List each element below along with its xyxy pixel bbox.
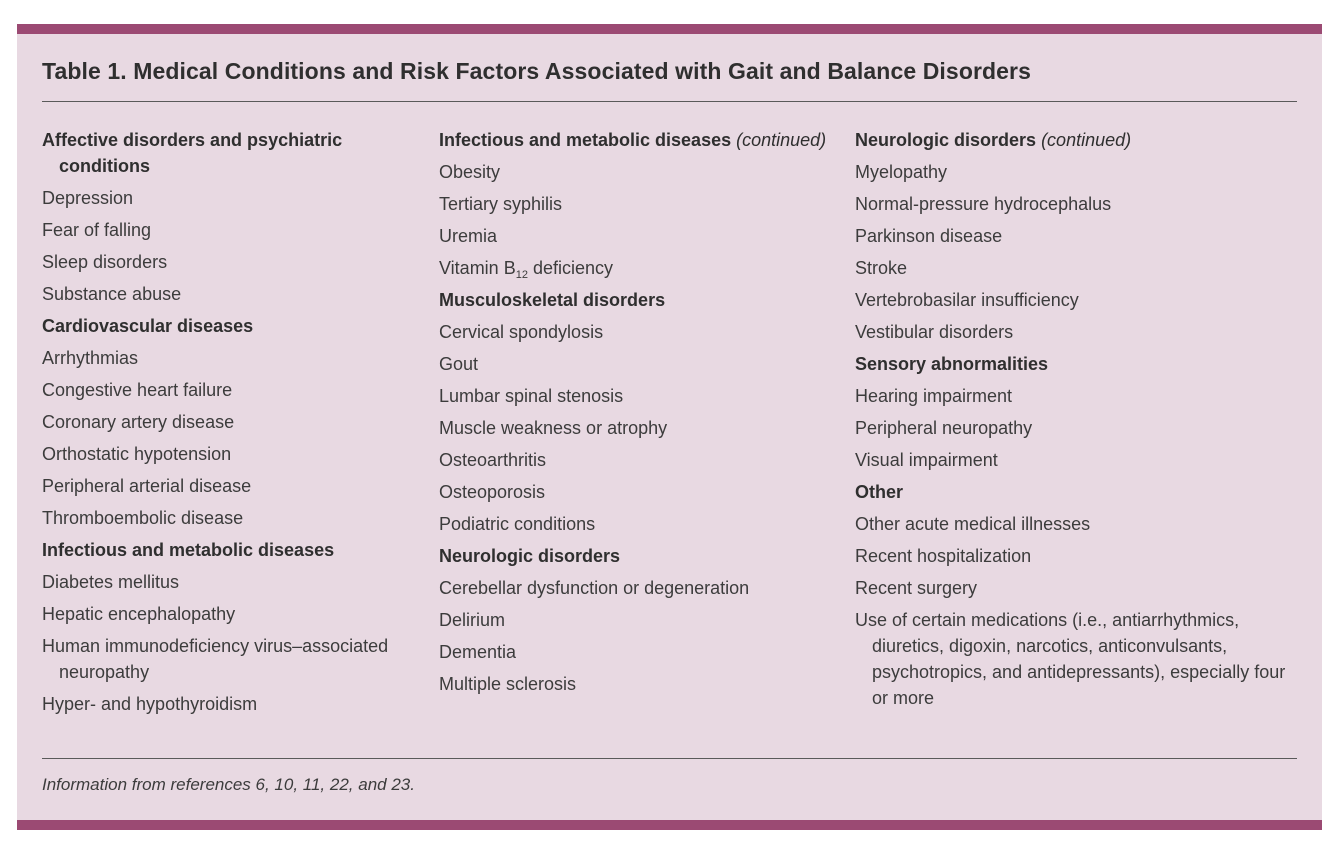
category-heading: [42, 313, 412, 339]
list-item: [855, 287, 1305, 313]
list-item: [42, 601, 412, 627]
list-item: [439, 639, 829, 665]
list-item-text: Hyper- and hypothyroidism: [42, 694, 258, 714]
list-item: [42, 249, 412, 275]
category-heading-text: Infectious and metabolic diseases: [42, 540, 335, 560]
list-item-text: Vestibular disorders: [855, 322, 1014, 342]
continued-label: (continued): [1041, 130, 1132, 150]
list-item: [42, 691, 412, 717]
list-item: [855, 223, 1305, 249]
list-item-text: Other acute medical illnesses: [855, 514, 1091, 534]
list-item-text: Dementia: [439, 642, 517, 662]
list-item: [439, 351, 829, 377]
list-item-text: Recent surgery: [855, 578, 978, 598]
list-item: [42, 473, 412, 499]
list-item-text: Delirium: [439, 610, 506, 630]
list-item-text: Gout: [439, 354, 479, 374]
list-item: [439, 447, 829, 473]
list-item-text: Normal-pressure hydrocephalus: [855, 194, 1112, 214]
list-item-text: Osteoarthritis: [439, 450, 547, 470]
list-item-text: Visual impairment: [855, 450, 998, 470]
list-item: [439, 479, 829, 505]
list-item: [439, 671, 829, 697]
column-2: [439, 127, 829, 703]
category-heading-text: Sensory abnormalities: [855, 354, 1049, 374]
list-item: [42, 185, 412, 211]
category-heading-text: Neurologic disorders: [855, 130, 1037, 150]
category-heading-text: Other: [855, 482, 904, 502]
list-item-text: Hearing impairment: [855, 386, 1013, 406]
list-item-text: Peripheral arterial disease: [42, 476, 252, 496]
list-item-text: Osteoporosis: [439, 482, 546, 502]
list-item-text: Lumbar spinal stenosis: [439, 386, 624, 406]
list-item: [855, 255, 1305, 281]
list-item: [855, 607, 1305, 711]
list-item: [855, 415, 1305, 441]
list-item-text: Depression: [42, 188, 134, 208]
list-item-text: Cervical spondylosis: [439, 322, 604, 342]
list-item-text: Obesity: [439, 162, 501, 182]
list-item: [42, 441, 412, 467]
category-heading-text: Musculoskeletal disorders: [439, 290, 666, 310]
list-item-text: Parkinson disease: [855, 226, 1003, 246]
category-heading: [855, 351, 1305, 377]
category-heading-text: Affective disorders and psychiatric conditions: [42, 130, 343, 176]
category-heading: [42, 127, 412, 179]
column-1: [42, 127, 412, 723]
footnote: Information from references 6, 10, 11, 22, and 23.: [42, 775, 415, 794]
list-item: [42, 633, 412, 685]
list-item: [439, 415, 829, 441]
list-item: [439, 223, 829, 249]
list-item-text: Substance abuse: [42, 284, 182, 304]
list-item-text: Fear of falling: [42, 220, 152, 240]
list-item: [42, 217, 412, 243]
list-item: [439, 511, 829, 537]
list-item-text: Thromboembolic disease: [42, 508, 244, 528]
list-item-text: Stroke: [855, 258, 908, 278]
list-item: [439, 191, 829, 217]
category-heading: [42, 537, 412, 563]
list-item: [855, 383, 1305, 409]
list-item-text: Tertiary syphilis: [439, 194, 563, 214]
list-item-text: Diabetes mellitus: [42, 572, 180, 592]
list-item: [855, 319, 1305, 345]
column-3: [855, 127, 1305, 717]
list-item: [855, 543, 1305, 569]
list-item: [855, 191, 1305, 217]
list-item: [42, 505, 412, 531]
list-item-text: Podiatric conditions: [439, 514, 596, 534]
continued-label: (continued): [736, 130, 827, 150]
list-item: [42, 569, 412, 595]
title-divider: [42, 101, 1297, 102]
list-item-text: Vitamin B: [439, 258, 516, 278]
list-item: [439, 159, 829, 185]
table-title: Table 1. Medical Conditions and Risk Factors Associated with Gait and Balance Disorders: [42, 58, 1031, 84]
list-item-text: Muscle weakness or atrophy: [439, 418, 668, 438]
list-item: [855, 447, 1305, 473]
list-item-text: Uremia: [439, 226, 498, 246]
category-heading: [439, 287, 829, 313]
list-item: [42, 377, 412, 403]
list-item-text: Cerebellar dysfunction or degeneration: [439, 578, 750, 598]
list-item: [855, 159, 1305, 185]
list-item: [439, 383, 829, 409]
list-item-text: Use of certain medications (i.e., antiarrhythmics, diuretics, digoxin, narcotics, anticonvulsants, psychotropics, and antidepressants), especially four or more: [855, 610, 1286, 708]
list-item-text: Recent hospitalization: [855, 546, 1032, 566]
list-item-text: Sleep disorders: [42, 252, 168, 272]
category-heading-text: Cardiovascular diseases: [42, 316, 254, 336]
category-heading: [439, 543, 829, 569]
list-item-text: Hepatic encephalopathy: [42, 604, 236, 624]
list-item-text: Multiple sclerosis: [439, 674, 577, 694]
footnote-divider: [42, 758, 1297, 759]
list-item: [42, 345, 412, 371]
list-item: [439, 607, 829, 633]
list-item-text: Vertebrobasilar insufficiency: [855, 290, 1079, 310]
list-item-text: Myelopathy: [855, 162, 948, 182]
bottom-accent-bar: [17, 820, 1322, 830]
list-item-text-continued: deficiency: [527, 258, 613, 278]
category-heading: [439, 127, 829, 153]
list-item-text: Orthostatic hypotension: [42, 444, 232, 464]
category-heading: [855, 479, 1305, 505]
list-item: [439, 255, 829, 281]
list-item: [439, 319, 829, 345]
list-item: [855, 511, 1305, 537]
list-item-text: Peripheral neuropathy: [855, 418, 1033, 438]
list-item-text: Arrhythmias: [42, 348, 139, 368]
category-heading-text: Infectious and metabolic diseases: [439, 130, 732, 150]
subscript: 12: [515, 269, 528, 281]
list-item-text: Congestive heart failure: [42, 380, 233, 400]
category-heading-text: Neurologic disorders: [439, 546, 621, 566]
category-heading: [855, 127, 1305, 153]
list-item: [855, 575, 1305, 601]
list-item: [439, 575, 829, 601]
list-item: [42, 281, 412, 307]
top-accent-bar: [17, 24, 1322, 34]
list-item-text: Human immunodeficiency virus–associated neuropathy: [42, 636, 389, 682]
table-panel: [17, 24, 1322, 830]
list-item: [42, 409, 412, 435]
list-item-text: Coronary artery disease: [42, 412, 235, 432]
